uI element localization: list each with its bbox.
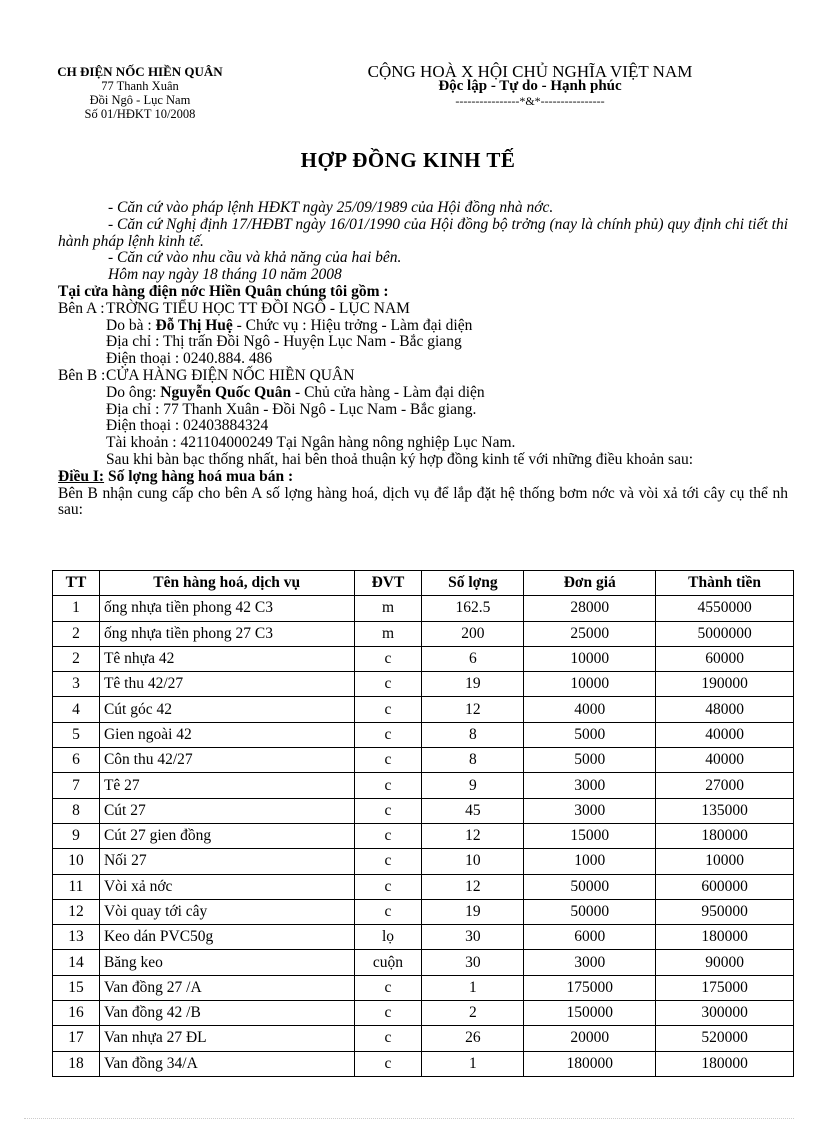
table-row bbox=[53, 773, 794, 798]
cell-unit: lọ bbox=[354, 925, 422, 950]
cell-tt: 3 bbox=[53, 672, 100, 697]
party-a-label: Bên A : bbox=[58, 299, 105, 317]
cell-unit-price: 180000 bbox=[524, 1051, 656, 1076]
cell-unit-price: 5000 bbox=[524, 722, 656, 747]
party-b-line bbox=[58, 368, 788, 385]
cell-amount: 4550000 bbox=[656, 596, 794, 621]
cell-unit-price: 4000 bbox=[524, 697, 656, 722]
cell-unit: c bbox=[354, 1051, 422, 1076]
party-a-rep-name: Đỗ Thị Huệ bbox=[155, 316, 233, 334]
cell-unit-price: 15000 bbox=[524, 823, 656, 848]
table-row bbox=[53, 722, 794, 747]
cell-item: Gien ngoài 42 bbox=[99, 722, 354, 747]
cell-quantity: 6 bbox=[422, 646, 524, 671]
party-a-rep-role: - Chức vụ : Hiệu trởng - Làm đại diện bbox=[232, 316, 473, 334]
cell-unit-price: 6000 bbox=[524, 925, 656, 950]
cell-amount: 60000 bbox=[656, 646, 794, 671]
cell-quantity: 200 bbox=[422, 621, 524, 646]
cell-amount: 520000 bbox=[656, 1026, 794, 1051]
article-1-label: Điều I: bbox=[58, 467, 105, 485]
cell-unit: c bbox=[354, 773, 422, 798]
cell-amount: 180000 bbox=[656, 925, 794, 950]
cell-item: Keo dán PVC50g bbox=[99, 925, 354, 950]
party-b-rep-role: - Chủ cửa hàng - Làm đại diện bbox=[291, 383, 485, 401]
issuer-block bbox=[40, 65, 240, 121]
table-row bbox=[53, 874, 794, 899]
col-header-unit: ĐVT bbox=[354, 571, 422, 596]
contract-body bbox=[58, 200, 788, 519]
cell-quantity: 19 bbox=[422, 899, 524, 924]
table-body bbox=[53, 596, 794, 1077]
table-header-row bbox=[53, 571, 794, 596]
national-header bbox=[330, 64, 730, 109]
cell-quantity: 12 bbox=[422, 874, 524, 899]
cell-item: Cút 27 bbox=[99, 798, 354, 823]
table-row bbox=[53, 823, 794, 848]
cell-tt: 4 bbox=[53, 697, 100, 722]
table-row bbox=[53, 1051, 794, 1076]
cell-unit: m bbox=[354, 596, 422, 621]
table-row bbox=[53, 672, 794, 697]
cell-unit-price: 3000 bbox=[524, 773, 656, 798]
cell-quantity: 30 bbox=[422, 925, 524, 950]
article-1-title: Số lợng hàng hoá mua bán : bbox=[104, 467, 294, 485]
cell-item: Van đồng 34/A bbox=[99, 1051, 354, 1076]
cell-unit-price: 10000 bbox=[524, 646, 656, 671]
document-title: HỢP ĐỒNG KINH TẾ bbox=[300, 148, 516, 172]
party-b-name: CỬA HÀNG ĐIỆN NỐC HIỀN QUÂN bbox=[106, 366, 355, 384]
cell-tt: 15 bbox=[53, 975, 100, 1000]
cell-amount: 190000 bbox=[656, 672, 794, 697]
cell-unit: c bbox=[354, 874, 422, 899]
cell-amount: 300000 bbox=[656, 1001, 794, 1026]
cell-unit-price: 50000 bbox=[524, 899, 656, 924]
cell-item: Vòi quay tới cây bbox=[99, 899, 354, 924]
nation-name: CỘNG HOÀ X HỘI CHỦ NGHĨA VIỆT NAM bbox=[367, 62, 693, 81]
cell-unit-price: 50000 bbox=[524, 874, 656, 899]
party-a-line bbox=[58, 301, 788, 318]
cell-item: Van nhựa 27 ĐL bbox=[99, 1026, 354, 1051]
cell-quantity: 26 bbox=[422, 1026, 524, 1051]
party-a-rep-prefix: Do bà : bbox=[106, 316, 152, 334]
cell-quantity: 30 bbox=[422, 950, 524, 975]
cell-unit: c bbox=[354, 975, 422, 1000]
cell-tt: 2 bbox=[53, 646, 100, 671]
table-row bbox=[53, 798, 794, 823]
party-a-name: TRỜNG TIỂU HỌC TT ĐỒI NGÔ - LỤC NAM bbox=[106, 299, 410, 317]
cell-unit-price: 1000 bbox=[524, 849, 656, 874]
cell-unit: c bbox=[354, 1026, 422, 1051]
cell-amount: 40000 bbox=[656, 722, 794, 747]
cell-item: Cút góc 42 bbox=[99, 697, 354, 722]
cell-tt: 7 bbox=[53, 773, 100, 798]
party-a-address: Địa chỉ : Thị trấn Đồi Ngô - Huyện Lục Nam - Bắc giang bbox=[106, 333, 462, 351]
cell-item: Tê thu 42/27 bbox=[99, 672, 354, 697]
cell-quantity: 1 bbox=[422, 975, 524, 1000]
issuer-address-1: 77 Thanh Xuân bbox=[101, 79, 179, 93]
party-b-rep-name: Nguyễn Quốc Quân bbox=[160, 383, 292, 401]
party-a-phone: Điện thoại : 0240.884. 486 bbox=[106, 350, 273, 368]
cell-amount: 5000000 bbox=[656, 621, 794, 646]
cell-unit: c bbox=[354, 672, 422, 697]
cell-amount: 27000 bbox=[656, 773, 794, 798]
cell-item: ống nhựa tiền phong 27 C3 bbox=[99, 621, 354, 646]
cell-unit: c bbox=[354, 646, 422, 671]
cell-item: Nối 27 bbox=[99, 849, 354, 874]
cell-unit: c bbox=[354, 798, 422, 823]
cell-unit-price: 5000 bbox=[524, 748, 656, 773]
table-row bbox=[53, 975, 794, 1000]
cell-unit: cuộn bbox=[354, 950, 422, 975]
cell-unit-price: 175000 bbox=[524, 975, 656, 1000]
table-row bbox=[53, 899, 794, 924]
cell-item: Vòi xả nớc bbox=[99, 874, 354, 899]
cell-amount: 600000 bbox=[656, 874, 794, 899]
cell-tt: 6 bbox=[53, 748, 100, 773]
cell-item: Van đồng 42 /B bbox=[99, 1001, 354, 1026]
contract-date: Hôm nay ngày 18 tháng 10 năm 2008 bbox=[108, 266, 342, 284]
cell-tt: 12 bbox=[53, 899, 100, 924]
cell-unit: c bbox=[354, 697, 422, 722]
table-row bbox=[53, 748, 794, 773]
cell-quantity: 45 bbox=[422, 798, 524, 823]
agreement-text: Sau khi bàn bạc thống nhất, hai bên thoả thuận ký hợp đồng kinh tế với những điều khoản sau: bbox=[106, 450, 694, 468]
cell-item: Băng keo bbox=[99, 950, 354, 975]
preamble-line-3: - Căn cứ vào nhu cầu và khả năng của hai bên. bbox=[108, 249, 402, 267]
table-row bbox=[53, 596, 794, 621]
cell-quantity: 12 bbox=[422, 823, 524, 848]
col-header-unit-price: Đơn giá bbox=[524, 571, 656, 596]
cell-amount: 90000 bbox=[656, 950, 794, 975]
cell-quantity: 12 bbox=[422, 697, 524, 722]
cell-amount: 40000 bbox=[656, 748, 794, 773]
cell-unit-price: 28000 bbox=[524, 596, 656, 621]
cell-quantity: 2 bbox=[422, 1001, 524, 1026]
party-a-representative bbox=[58, 318, 788, 335]
cell-unit: c bbox=[354, 899, 422, 924]
table-row bbox=[53, 925, 794, 950]
cell-tt: 17 bbox=[53, 1026, 100, 1051]
cell-amount: 950000 bbox=[656, 899, 794, 924]
cell-amount: 10000 bbox=[656, 849, 794, 874]
col-header-tt: TT bbox=[53, 571, 100, 596]
issuer-company: CH ĐIỆN NỐC HIỀN QUÂN bbox=[57, 64, 223, 79]
issuer-address-2: Đồi Ngô - Lục Nam bbox=[89, 93, 191, 107]
party-b-rep-prefix: Do ông: bbox=[106, 383, 157, 401]
cell-quantity: 162.5 bbox=[422, 596, 524, 621]
cell-amount: 135000 bbox=[656, 798, 794, 823]
table-row bbox=[53, 697, 794, 722]
table-row bbox=[53, 849, 794, 874]
cell-unit: c bbox=[354, 1001, 422, 1026]
preamble-line-2: - Căn cứ Nghị định 17/HĐBT ngày 16/01/1990 của Hội đồng bộ trởng (nay là chính phủ) quy định chi tiết thi hành pháp lệnh kinh tế. bbox=[58, 215, 788, 250]
goods-table bbox=[52, 570, 794, 1077]
cell-unit-price: 20000 bbox=[524, 1026, 656, 1051]
party-b-address: Địa chỉ : 77 Thanh Xuân - Đồi Ngô - Lục Nam - Bắc giang. bbox=[106, 400, 477, 418]
cell-amount: 48000 bbox=[656, 697, 794, 722]
cell-tt: 9 bbox=[53, 823, 100, 848]
cell-tt: 11 bbox=[53, 874, 100, 899]
table-row bbox=[53, 1001, 794, 1026]
header-separator: ----------------*&*---------------- bbox=[455, 94, 605, 108]
cell-tt: 16 bbox=[53, 1001, 100, 1026]
cell-amount: 180000 bbox=[656, 1051, 794, 1076]
meeting-intro: Tại cửa hàng điện nớc Hiền Quân chúng tôi gồm : bbox=[58, 282, 389, 300]
table-row bbox=[53, 621, 794, 646]
cell-item: Van đồng 27 /A bbox=[99, 975, 354, 1000]
cell-unit-price: 3000 bbox=[524, 950, 656, 975]
cell-quantity: 8 bbox=[422, 722, 524, 747]
col-header-amount: Thành tiền bbox=[656, 571, 794, 596]
cell-amount: 180000 bbox=[656, 823, 794, 848]
cell-unit: m bbox=[354, 621, 422, 646]
national-motto: Độc lập - Tự do - Hạnh phúc bbox=[438, 78, 622, 94]
document-number: Số 01/HĐKT 10/2008 bbox=[84, 107, 196, 121]
cell-unit-price: 3000 bbox=[524, 798, 656, 823]
table-row bbox=[53, 1026, 794, 1051]
table-row bbox=[53, 646, 794, 671]
cell-tt: 5 bbox=[53, 722, 100, 747]
cell-item: Tê 27 bbox=[99, 773, 354, 798]
cell-unit-price: 25000 bbox=[524, 621, 656, 646]
col-header-quantity: Số lợng bbox=[422, 571, 524, 596]
cell-quantity: 8 bbox=[422, 748, 524, 773]
cell-quantity: 19 bbox=[422, 672, 524, 697]
cell-quantity: 10 bbox=[422, 849, 524, 874]
party-b-phone: Điện thoại : 02403884324 bbox=[106, 417, 269, 435]
cell-quantity: 9 bbox=[422, 773, 524, 798]
col-header-item: Tên hàng hoá, dịch vụ bbox=[99, 571, 354, 596]
cell-item: Côn thu 42/27 bbox=[99, 748, 354, 773]
cell-item: Cút 27 gien đồng bbox=[99, 823, 354, 848]
cell-quantity: 1 bbox=[422, 1051, 524, 1076]
preamble-line-1: - Căn cứ vào pháp lệnh HĐKT ngày 25/09/1989 của Hội đồng nhà nớc. bbox=[108, 199, 554, 216]
cell-unit: c bbox=[354, 748, 422, 773]
cell-unit-price: 150000 bbox=[524, 1001, 656, 1026]
party-b-label: Bên B : bbox=[58, 366, 106, 384]
cell-tt: 2 bbox=[53, 621, 100, 646]
cell-tt: 10 bbox=[53, 849, 100, 874]
article-1-text: Bên B nhận cung cấp cho bên A số lợng hàng hoá, dịch vụ để lắp đặt hệ thống bơm nớc và vòi xả tới cây cụ thể nh sau: bbox=[58, 484, 788, 519]
party-b-account: Tài khoản : 421104000249 Tại Ngân hàng nông nghiệp Lục Nam. bbox=[106, 434, 516, 452]
cell-amount: 175000 bbox=[656, 975, 794, 1000]
cell-tt: 1 bbox=[53, 596, 100, 621]
cell-unit: c bbox=[354, 849, 422, 874]
article-1-heading bbox=[58, 469, 788, 486]
cell-unit: c bbox=[354, 823, 422, 848]
party-b-representative bbox=[58, 385, 788, 402]
cell-unit-price: 10000 bbox=[524, 672, 656, 697]
cell-tt: 8 bbox=[53, 798, 100, 823]
cell-item: Tê nhựa 42 bbox=[99, 646, 354, 671]
cell-tt: 13 bbox=[53, 925, 100, 950]
page-bottom-divider bbox=[24, 1118, 794, 1119]
cell-tt: 18 bbox=[53, 1051, 100, 1076]
cell-item: ống nhựa tiền phong 42 C3 bbox=[99, 596, 354, 621]
table-row bbox=[53, 950, 794, 975]
cell-unit: c bbox=[354, 722, 422, 747]
cell-tt: 14 bbox=[53, 950, 100, 975]
